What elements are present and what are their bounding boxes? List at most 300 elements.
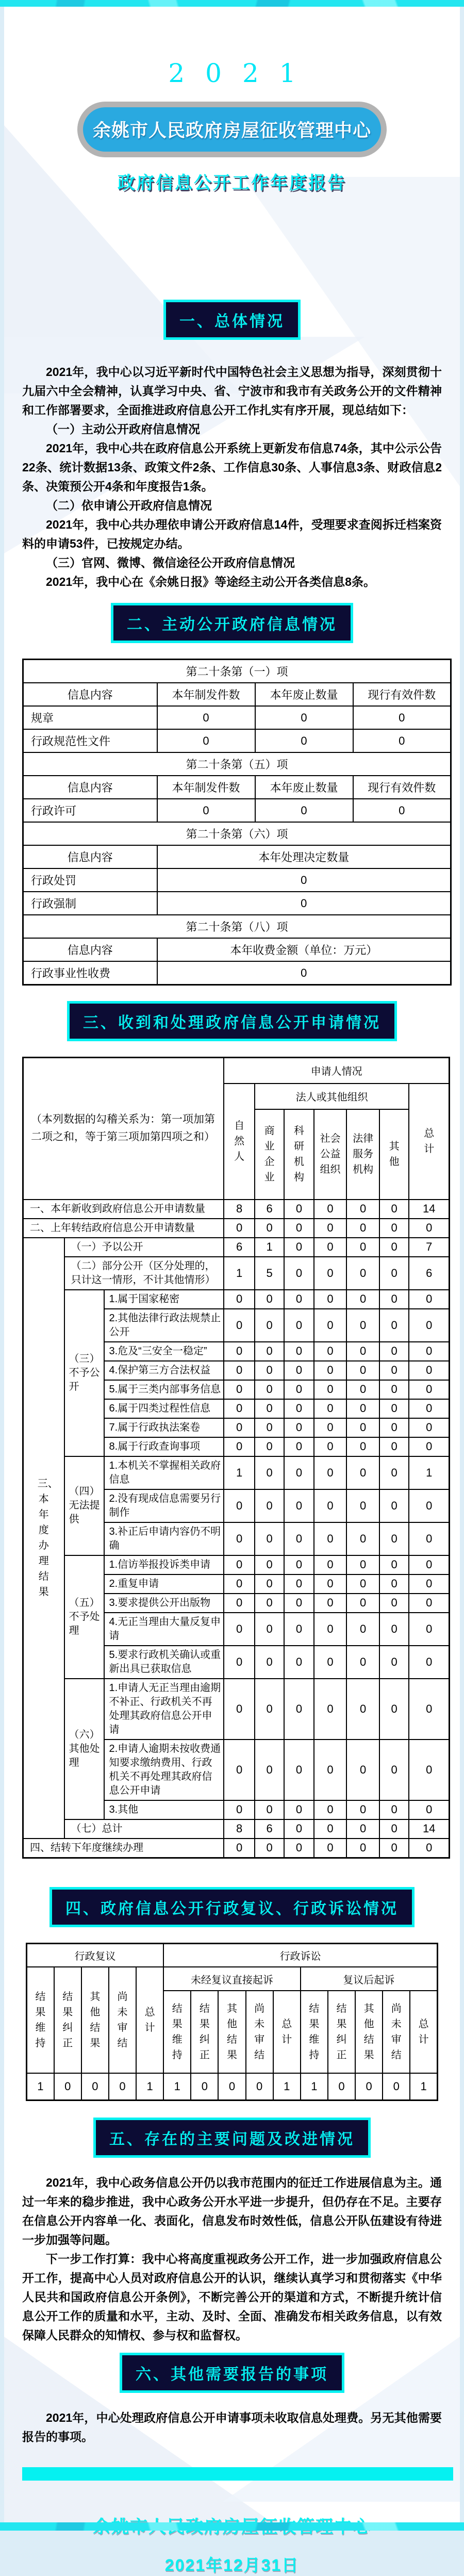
- value-cell: 0: [346, 1418, 379, 1437]
- paragraph: 2021年，我中心政务信息公开仍以我市范围内的征迁工作进展信息为主。通过一年来的稳步推进，我中心政务公开水平进一步提升，但仍存在不足。主要存在信息公开内容单一化、表面化，信息发布时效性低，信息公开队伍建设有待进一步加强等问题。: [22, 2175, 442, 2246]
- value-cell: 0: [409, 1437, 449, 1456]
- value-cell: 0: [224, 1219, 255, 1238]
- table-cell: 0: [157, 868, 451, 892]
- section-6-body: [22, 2408, 442, 2447]
- paragraph: （三）官网、微博、微信途径公开政府信息情况: [46, 556, 295, 569]
- value-cell: 0: [224, 1489, 255, 1522]
- row-label: 7.属于行政执法案卷: [104, 1418, 224, 1437]
- top-decor-band: [0, 0, 464, 7]
- value-cell: 0: [284, 1290, 313, 1309]
- value-cell: 0: [409, 1646, 449, 1679]
- paragraph: （一）主动公开政府信息情况: [46, 422, 200, 436]
- table-row: [23, 1456, 450, 1489]
- year-banner: 2021: [168, 58, 317, 88]
- value-cell: 0: [191, 2073, 218, 2100]
- review-litigation-table: [26, 1943, 438, 2101]
- column-header: 本年处理决定数量: [157, 845, 451, 868]
- value-cell: 0: [314, 1574, 347, 1594]
- section-heading-6: 六、其他需要报告的事项: [120, 2353, 344, 2393]
- value-cell: 0: [409, 1594, 449, 1613]
- value-cell: 0: [409, 1342, 449, 1361]
- article20-table: [22, 659, 452, 986]
- value-cell: 0: [284, 1380, 313, 1399]
- value-cell: 0: [314, 1646, 347, 1679]
- value-cell: 0: [314, 1613, 347, 1646]
- value-cell: 0: [346, 1456, 379, 1489]
- value-cell: 8: [224, 1819, 255, 1839]
- value-cell: 0: [379, 1489, 409, 1522]
- value-cell: 0: [255, 1219, 284, 1238]
- value-cell: 0: [346, 1574, 379, 1594]
- value-cell: 0: [314, 1489, 347, 1522]
- value-cell: 0: [314, 1839, 347, 1858]
- row-label: 6.属于四类过程性信息: [104, 1399, 224, 1418]
- row-label: 2.重复申请: [104, 1574, 224, 1594]
- value-cell: 0: [255, 1800, 284, 1819]
- table-row: [27, 1943, 438, 1967]
- row-label: 4.无正当理由大量反复申请: [104, 1613, 224, 1646]
- table-cell: 0: [255, 799, 353, 822]
- value-cell: 0: [409, 1380, 449, 1399]
- column-header-commercial: 商业企业: [255, 1109, 284, 1200]
- value-cell: 0: [409, 1839, 449, 1858]
- value-cell: 0: [346, 1800, 379, 1819]
- value-cell: 0: [218, 2073, 245, 2100]
- value-cell: 5: [255, 1257, 284, 1290]
- column-header-total: 总计: [409, 1084, 449, 1200]
- row-label: 2.没有现成信息需要另行制作: [104, 1489, 224, 1522]
- row-label: （一）予以公开: [64, 1238, 224, 1257]
- value-cell: 0: [383, 2073, 410, 2100]
- column-header: 尚未审结: [246, 1991, 273, 2073]
- value-cell: 0: [379, 1456, 409, 1489]
- value-cell: 0: [314, 1437, 347, 1456]
- table-row: [23, 660, 451, 683]
- subgroup-label: （四）无法提供: [64, 1456, 105, 1555]
- table-row: [23, 1238, 450, 1257]
- column-header: 本年废止数量: [255, 776, 353, 799]
- value-cell: 1: [409, 1456, 449, 1489]
- value-cell: 0: [346, 1839, 379, 1858]
- table-caption: 第二十条第（一）项: [23, 660, 451, 683]
- column-header: 其他结果: [355, 1991, 383, 2073]
- value-cell: 0: [346, 1613, 379, 1646]
- value-cell: 0: [255, 1574, 284, 1594]
- column-header-public-welfare: 社会公益组织: [314, 1109, 347, 1200]
- table-row: [23, 961, 451, 985]
- value-cell: 0: [379, 1839, 409, 1858]
- value-cell: 0: [246, 2073, 273, 2100]
- column-header: 结果维持: [27, 1967, 54, 2073]
- value-cell: 0: [284, 1238, 313, 1257]
- org-title-pill: [77, 102, 387, 157]
- value-cell: 0: [346, 1437, 379, 1456]
- value-cell: 0: [224, 1594, 255, 1613]
- value-cell: 0: [379, 1613, 409, 1646]
- value-cell: 0: [346, 1819, 379, 1839]
- row-label: （二）部分公开（区分处理的，只计这一情形，不计其他情形）: [64, 1257, 224, 1290]
- value-cell: 0: [224, 1361, 255, 1380]
- value-cell: 8: [224, 1200, 255, 1219]
- value-cell: 0: [314, 1800, 347, 1819]
- column-header: 结果维持: [163, 1991, 191, 2073]
- column-header-direct-suit: 未经复议直接起诉: [163, 1967, 301, 1991]
- value-cell: 0: [379, 1594, 409, 1613]
- value-cell: 0: [255, 1437, 284, 1456]
- value-cell: 0: [379, 1819, 409, 1839]
- value-cell: 0: [314, 1309, 347, 1342]
- table-row: [23, 729, 451, 752]
- table-row: [23, 1257, 450, 1290]
- value-cell: 14: [409, 1819, 449, 1839]
- column-header: 总计: [273, 1991, 301, 2073]
- value-cell: 0: [379, 1574, 409, 1594]
- value-cell: 0: [346, 1399, 379, 1418]
- value-cell: 0: [379, 1361, 409, 1380]
- value-cell: 0: [346, 1309, 379, 1342]
- value-cell: 0: [346, 1361, 379, 1380]
- table-row: [23, 822, 451, 845]
- table-row: [23, 892, 451, 915]
- value-cell: 0: [379, 1399, 409, 1418]
- value-cell: 0: [224, 1740, 255, 1800]
- row-label: 3.要求提供公开出版物: [104, 1594, 224, 1613]
- section-5-body: [22, 2173, 442, 2345]
- value-cell: 1: [224, 1257, 255, 1290]
- column-header-legal-org: 法人或其他组织: [255, 1084, 409, 1109]
- value-cell: 0: [314, 1594, 347, 1613]
- column-header: 信息内容: [23, 776, 157, 799]
- value-cell: 0: [224, 1800, 255, 1819]
- table-row: [23, 1819, 450, 1839]
- value-cell: 0: [346, 1257, 379, 1290]
- column-header: 信息内容: [23, 683, 157, 706]
- table-caption: 第二十条第（六）项: [23, 822, 451, 845]
- value-cell: 1: [410, 2073, 437, 2100]
- row-label: 一、本年新收到政府信息公开申请数量: [23, 1200, 224, 1219]
- value-cell: 1: [255, 1238, 284, 1257]
- column-header: 尚未审结: [383, 1991, 410, 2073]
- section-heading-3: 三、收到和处理政府信息公开申请情况: [67, 1001, 397, 1041]
- value-cell: 0: [224, 1522, 255, 1555]
- table-cell: 0: [157, 706, 255, 729]
- value-cell: 0: [224, 1679, 255, 1740]
- column-header: 现行有效件数: [353, 776, 451, 799]
- row-label: 2.其他法律行政法规禁止公开: [104, 1309, 224, 1342]
- value-cell: 0: [109, 2073, 136, 2100]
- row-label: 1.属于国家秘密: [104, 1290, 224, 1309]
- table-row: [23, 1219, 450, 1238]
- value-cell: 0: [284, 1418, 313, 1437]
- value-cell: 0: [314, 1238, 347, 1257]
- paragraph: 2021年，中心处理政府信息公开申请事项未收取信息处理费。另无其他需要报告的事项。: [22, 2410, 442, 2443]
- value-cell: 0: [379, 1740, 409, 1800]
- value-cell: 0: [409, 1219, 449, 1238]
- value-cell: 0: [409, 1574, 449, 1594]
- value-cell: 0: [409, 1555, 449, 1574]
- paragraph: （二）依申请公开政府信息情况: [46, 499, 212, 512]
- value-cell: 0: [284, 1574, 313, 1594]
- value-cell: 0: [314, 1257, 347, 1290]
- value-cell: 0: [224, 1399, 255, 1418]
- value-cell: 0: [284, 1839, 313, 1858]
- table-row: [23, 938, 451, 961]
- table-row: [23, 845, 451, 868]
- value-cell: 0: [284, 1437, 313, 1456]
- value-cell: 0: [379, 1437, 409, 1456]
- value-cell: 0: [346, 1679, 379, 1740]
- table-row: [27, 1967, 438, 1991]
- table-cell: 0: [353, 706, 451, 729]
- table-row: [23, 1200, 450, 1219]
- value-cell: 1: [27, 2073, 54, 2100]
- group-label: 三、本年度办理结果: [23, 1238, 64, 1839]
- value-cell: 0: [379, 1418, 409, 1437]
- value-cell: 0: [284, 1800, 313, 1819]
- row-label: 行政强制: [23, 892, 157, 915]
- value-cell: 0: [409, 1361, 449, 1380]
- column-header: 信息内容: [23, 938, 157, 961]
- value-cell: 0: [255, 1613, 284, 1646]
- column-header: 结果维持: [301, 1991, 328, 2073]
- column-header: 本年制发件数: [157, 683, 255, 706]
- row-label: 规章: [23, 706, 157, 729]
- column-header: 结果纠正: [54, 1967, 81, 2073]
- row-label: 四、结转下年度继续办理: [23, 1839, 224, 1858]
- column-header-litigation: 行政诉讼: [163, 1943, 437, 1967]
- footer-date: 2021年12月31日: [164, 2555, 300, 2574]
- table-row: [23, 915, 451, 938]
- value-cell: 0: [379, 1646, 409, 1679]
- value-cell: 0: [379, 1800, 409, 1819]
- value-cell: 0: [284, 1489, 313, 1522]
- value-cell: 0: [284, 1740, 313, 1800]
- value-cell: 0: [284, 1456, 313, 1489]
- value-cell: 0: [346, 1219, 379, 1238]
- table-cell: 0: [157, 729, 255, 752]
- value-cell: 0: [379, 1555, 409, 1574]
- table-cell: 0: [157, 961, 451, 985]
- value-cell: 0: [255, 1342, 284, 1361]
- value-cell: 0: [255, 1380, 284, 1399]
- table-row: [23, 683, 451, 706]
- row-label: 3.其他: [104, 1800, 224, 1819]
- value-cell: 0: [379, 1219, 409, 1238]
- value-cell: 0: [355, 2073, 383, 2100]
- table-row: [23, 1679, 450, 1740]
- section-heading-1: 一、总体情况: [163, 300, 301, 340]
- paragraph: 2021年，我中心以习近平新时代中国特色社会主义思想为指导，深刻贯彻十九届六中全会精神，认真学习中央、省、宁波市和我市有关政务公开的文件精神和工作部署要求，全面推进政府信息公开工作扎实有序开展，现总结如下：: [22, 365, 442, 417]
- value-cell: 0: [284, 1594, 313, 1613]
- row-label: 行政事业性收费: [23, 961, 157, 985]
- value-cell: 0: [224, 1839, 255, 1858]
- value-cell: 0: [409, 1290, 449, 1309]
- value-cell: 0: [314, 1399, 347, 1418]
- value-cell: 0: [409, 1399, 449, 1418]
- column-header: 本年制发件数: [157, 776, 255, 799]
- row-label: 3.补正后申请内容仍不明确: [104, 1522, 224, 1555]
- value-cell: 0: [379, 1309, 409, 1342]
- value-cell: 6: [255, 1819, 284, 1839]
- value-cell: 0: [224, 1437, 255, 1456]
- value-cell: 0: [284, 1522, 313, 1555]
- table-row: [23, 1555, 450, 1574]
- footer-divider-bar: [22, 2467, 453, 2481]
- value-cell: 0: [314, 1380, 347, 1399]
- value-cell: 0: [409, 1800, 449, 1819]
- value-cell: 0: [409, 1613, 449, 1646]
- value-cell: 0: [81, 2073, 109, 2100]
- value-cell: 0: [314, 1740, 347, 1800]
- row-label: 5.属于三类内部事务信息: [104, 1380, 224, 1399]
- value-cell: 0: [284, 1679, 313, 1740]
- value-cell: 6: [255, 1200, 284, 1219]
- value-cell: 0: [314, 1290, 347, 1309]
- value-cell: 0: [346, 1489, 379, 1522]
- table-row: [23, 1839, 450, 1858]
- value-cell: 0: [284, 1399, 313, 1418]
- section-1-body: [22, 363, 442, 592]
- column-header: 总计: [136, 1967, 163, 2073]
- row-label: 1.本机关不掌握相关政府信息: [104, 1456, 224, 1489]
- table-caption: 第二十条第（五）项: [23, 752, 451, 776]
- column-header: 结果纠正: [328, 1991, 355, 2073]
- subgroup-label: （六）其他处理: [64, 1679, 105, 1819]
- row-label: 4.保护第三方合法权益: [104, 1361, 224, 1380]
- row-label: 行政处罚: [23, 868, 157, 892]
- value-cell: 0: [314, 1219, 347, 1238]
- subgroup-label: （三）不予公开: [64, 1290, 105, 1456]
- value-cell: 1: [224, 1456, 255, 1489]
- value-cell: 0: [255, 1361, 284, 1380]
- value-cell: 0: [224, 1646, 255, 1679]
- report-title: 政府信息公开工作年度报告: [118, 173, 346, 193]
- bottom-decor-band: [0, 2522, 464, 2531]
- value-cell: 0: [379, 1679, 409, 1740]
- section-heading-4: 四、政府信息公开行政复议、行政诉讼情况: [49, 1887, 415, 1927]
- value-cell: 0: [255, 1418, 284, 1437]
- value-cell: 0: [314, 1200, 347, 1219]
- value-cell: 14: [409, 1200, 449, 1219]
- value-cell: 0: [224, 1342, 255, 1361]
- value-cell: 0: [284, 1646, 313, 1679]
- column-header-other: 其他: [379, 1109, 409, 1200]
- value-cell: 1: [273, 2073, 301, 2100]
- column-header: 尚未审结: [109, 1967, 136, 2073]
- value-cell: 0: [346, 1740, 379, 1800]
- value-cell: 6: [224, 1238, 255, 1257]
- column-header-research: 科研机构: [284, 1109, 313, 1200]
- value-cell: 0: [224, 1613, 255, 1646]
- row-label: 5.要求行政机关确认或重新出具已获取信息: [104, 1646, 224, 1679]
- value-cell: 0: [379, 1200, 409, 1219]
- row-label: 1.信访举报投诉类申请: [104, 1555, 224, 1574]
- row-label: 1.申请人无正当理由逾期不补正、行政机关不再处理其政府信息公开申请: [104, 1679, 224, 1740]
- column-header-applicants: 申请人情况: [224, 1058, 449, 1084]
- value-cell: 0: [346, 1342, 379, 1361]
- row-label: 行政规范性文件: [23, 729, 157, 752]
- value-cell: 0: [346, 1238, 379, 1257]
- value-cell: 0: [379, 1342, 409, 1361]
- value-cell: 1: [136, 2073, 163, 2100]
- value-cell: 0: [346, 1555, 379, 1574]
- paragraph: 2021年，我中心共办理依申请公开政府信息14件，受理要求查阅拆迁档案资料的申请53件，已按规定办结。: [22, 518, 442, 550]
- column-header: 本年废止数量: [255, 683, 353, 706]
- value-cell: 0: [314, 1819, 347, 1839]
- value-cell: 0: [255, 1456, 284, 1489]
- value-cell: 0: [409, 1489, 449, 1522]
- value-cell: 0: [284, 1309, 313, 1342]
- value-cell: 0: [346, 1522, 379, 1555]
- value-cell: 0: [284, 1361, 313, 1380]
- value-cell: 0: [328, 2073, 355, 2100]
- row-label: （七）总计: [64, 1819, 224, 1839]
- value-cell: 0: [255, 1679, 284, 1740]
- paragraph: 2021年，我中心在《余姚日报》等途经主动公开各类信息8条。: [46, 575, 375, 588]
- value-cell: 0: [54, 2073, 81, 2100]
- column-header-natural-person: 自然人: [224, 1084, 255, 1200]
- value-cell: 0: [314, 1418, 347, 1437]
- org-title: 余姚市人民政府房屋征收管理中心: [92, 121, 371, 141]
- value-cell: 0: [346, 1594, 379, 1613]
- value-cell: 0: [346, 1380, 379, 1399]
- value-cell: 0: [409, 1418, 449, 1437]
- value-cell: 0: [409, 1740, 449, 1800]
- column-header: 现行有效件数: [353, 683, 451, 706]
- column-header: 信息内容: [23, 845, 157, 868]
- value-cell: 0: [255, 1555, 284, 1574]
- value-cell: 0: [284, 1200, 313, 1219]
- table-cell: 0: [157, 892, 451, 915]
- value-cell: 0: [224, 1380, 255, 1399]
- value-cell: 0: [284, 1613, 313, 1646]
- value-cell: 0: [346, 1200, 379, 1219]
- value-cell: 0: [379, 1380, 409, 1399]
- value-cell: 0: [379, 1290, 409, 1309]
- value-cell: 0: [379, 1238, 409, 1257]
- column-header-review: 行政复议: [27, 1943, 164, 1967]
- value-cell: 0: [409, 1522, 449, 1555]
- table-row: [23, 1290, 450, 1309]
- value-cell: 0: [346, 1646, 379, 1679]
- value-cell: 0: [224, 1574, 255, 1594]
- row-label: 3.危及“三安全一稳定”: [104, 1342, 224, 1361]
- column-header: 总计: [410, 1991, 437, 2073]
- column-header: 本年收费金额（单位：万元）: [157, 938, 451, 961]
- value-cell: 0: [379, 1257, 409, 1290]
- value-cell: 0: [255, 1290, 284, 1309]
- value-cell: 0: [255, 1489, 284, 1522]
- table-row: [23, 706, 451, 729]
- value-cell: 1: [163, 2073, 191, 2100]
- value-cell: 0: [255, 1646, 284, 1679]
- value-cell: 0: [379, 1522, 409, 1555]
- paragraph: 下一步工作打算：我中心将高度重视政务公开工作，进一步加强政府信息公开工作，提高中心人员对政府信息公开的认识，继续认真学习和贯彻落实《中华人民共和国政府信息公开条例》，不断完善公开的渠道和方式，不断提升统计信息公开工作的质量和水平，主动、及时、全面、准确发布相关政务信息，以有效保障人民群众的知情权、参与权和监督权。: [22, 2252, 442, 2342]
- row-label: 8.属于行政查询事项: [104, 1437, 224, 1456]
- value-cell: 0: [255, 1839, 284, 1858]
- applications-table: [22, 1057, 450, 1859]
- table-note: （本列数据的勾稽关系为：第一项加第二项之和，等于第三项加第四项之和）: [23, 1058, 224, 1200]
- value-cell: 0: [314, 1679, 347, 1740]
- value-cell: 0: [224, 1290, 255, 1309]
- value-cell: 0: [314, 1456, 347, 1489]
- table-row: [23, 776, 451, 799]
- value-cell: 0: [224, 1418, 255, 1437]
- value-cell: 0: [284, 1819, 313, 1839]
- value-cell: 0: [409, 1679, 449, 1740]
- table-row: [23, 799, 451, 822]
- column-header: 其他结果: [81, 1967, 109, 2073]
